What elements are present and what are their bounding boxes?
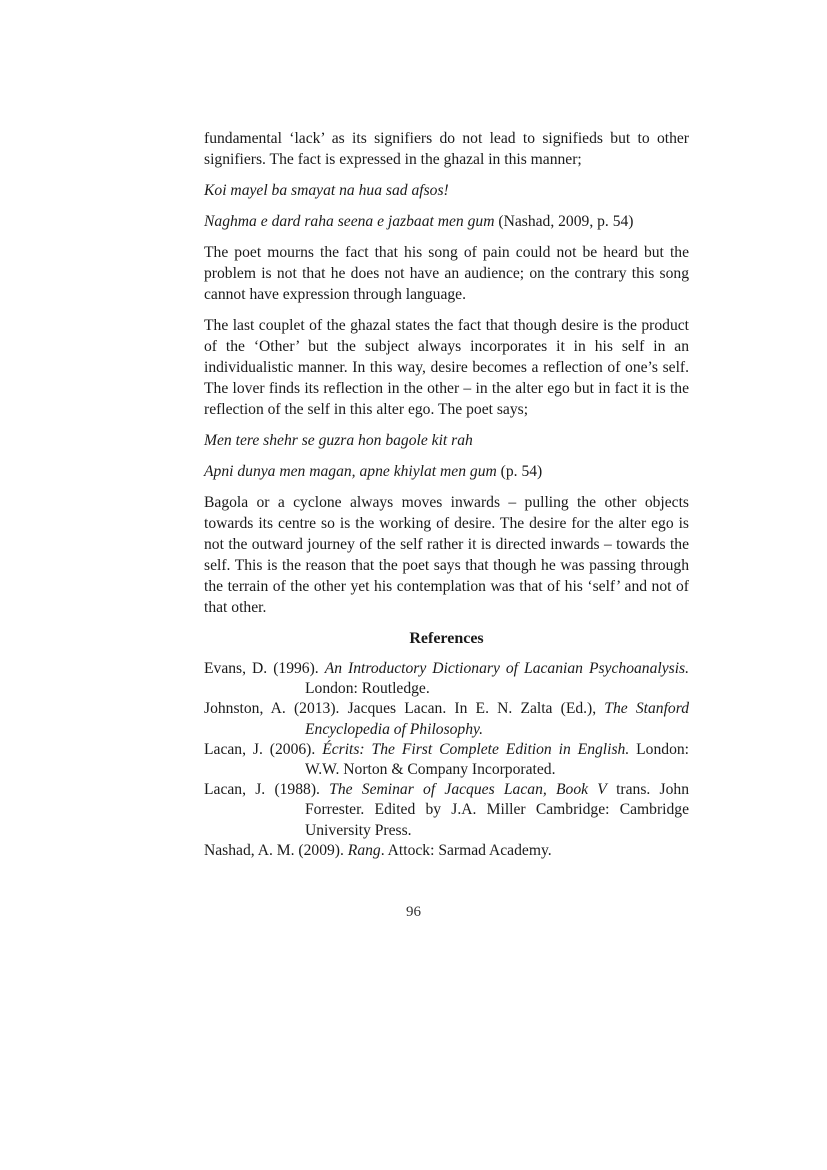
verse-text: Men tere shehr se guzra hon bagole kit rah [204,432,473,449]
reference-authors: Nashad, A. M. (2009). [204,841,348,859]
verse-text: Apni dunya men magan, apne khiylat men gum [204,463,497,480]
reference-title: Écrits: The First Complete Edition in English. [322,740,630,758]
verse-text: Koi mayel ba smayat na hua sad afsos! [204,182,449,199]
verse-line [204,430,689,451]
reference-publisher: trans. John Forrester. Edited by J.A. Miller Cambridge: Cambridge University Press. [305,781,689,839]
reference-authors: Lacan, J. (1988). [204,781,330,799]
reference-authors: Johnston, A. (2013). Jacques Lacan. In E. N. Zalta (Ed.), [204,700,605,718]
reference-publisher: London: Routledge. [305,680,430,698]
page-number: 96 [406,904,421,920]
references-heading: References [409,630,484,647]
reference-title: Rang [347,841,381,859]
references-list [204,659,689,861]
verse-citation: (p. 54) [496,463,543,480]
reference-authors: Evans, D. (1996). [204,660,325,677]
reference-entry [204,780,689,841]
verse-line [204,211,689,232]
reference-publisher: . Attock: Sarmad Academy. [380,841,552,859]
body-paragraph: Bagola or a cyclone always moves inwards – pulling the other objects towards its centre so is the working of desire. The desire for the alter ego is not the outward journey of the self rather it is directed inwards – towards the self. This is the reason that the poet says that though he was passing through the terrain of the other yet his contemplation was that of his ‘self’ and not of that other. [204,494,689,616]
page-body [204,128,689,861]
reference-publisher: London: W.W. Norton & Company Incorporated. [305,740,689,779]
verse-line [204,461,689,482]
verse-text: Naghma e dard raha seena e jazbaat men gum [204,213,495,230]
reference-title: The Stanford Encyclopedia of Philosophy. [305,700,689,738]
reference-authors: Lacan, J. (2006). [204,740,323,758]
body-paragraph: The last couplet of the ghazal states the fact that though desire is the product of the ‘Other’ but the subject always incorporates it in his self in an individualistic manner. In this way, desire becomes a reflection of one’s self. The lover finds its reflection in the other – in the alter ego but in fact it is the reflection of the self in this alter ego. The poet says; [204,317,689,418]
reference-entry [204,740,689,780]
body-paragraph: fundamental ‘lack’ as its signifiers do not lead to signifieds but to other signifiers. The fact is expressed in the ghazal in this manner; [204,130,689,168]
reference-title: An Introductory Dictionary of Lacanian Psychoanalysis. [324,660,689,677]
body-paragraph: The poet mourns the fact that his song of pain could not be heard but the problem is not that he does not have an audience; on the contrary this song cannot have expression through language. [204,244,689,303]
reference-entry [204,699,689,739]
reference-title: The Seminar of Jacques Lacan, Book V [329,781,607,799]
reference-entry [204,841,689,861]
reference-entry [204,659,689,699]
verse-citation: (Nashad, 2009, p. 54) [494,213,634,230]
verse-line [204,180,689,201]
